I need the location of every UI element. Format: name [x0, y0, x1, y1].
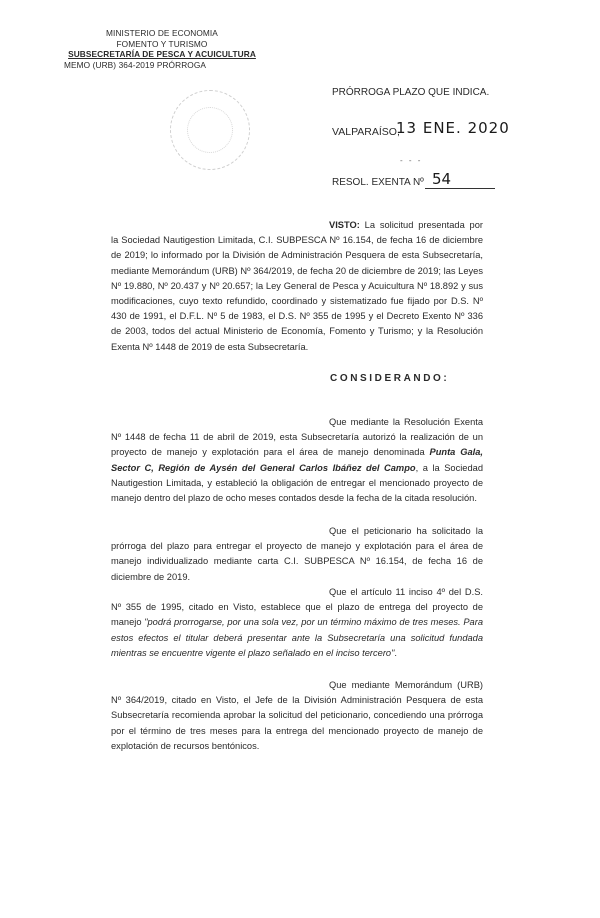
area-name: Punta Gala, Sector C, Región de Aysén del General Carlos Ibáñez del Campo: [111, 447, 483, 473]
document-title: PRÓRROGA PLAZO QUE INDICA.: [332, 87, 490, 98]
ministry-line-1: MINISTERIO DE ECONOMIA: [106, 28, 218, 38]
memo-reference: MEMO (URB) 364-2019 PRÓRROGA: [64, 59, 207, 70]
considerando-paragraph-3: Que el artículo 11 inciso 4º del D.S. Nº 355 de 1995, citado en Visto, establece que el plazo de entrega del proyecto de manejo "podrá prorrogarse, por una sola vez, por un término máximo de tres meses. Para estos efectos el titular deberá presentar ante la Subsecretaría una solicitud fundada mientras se encuentre vigente el plazo señalado en el inciso tercero".: [111, 587, 483, 658]
date-city: VALPARAÍSO,: [332, 126, 400, 138]
visto-text: La solicitud presentada por la Sociedad Nautigestion Limitada, C.I. SUBPESCA Nº 16.154, de fecha 16 de diciembre de 2019; lo informado por la División de Administración Pesquera de esta Subsecretaría, mediante Memorándum (URB) Nº 364/2019, de fecha 20 de diciembre de 2019; las Leyes Nº 19.880, Nº 20.437 y Nº 20.657; la Ley General de Pesca y Acuicultura Nº 18.892 y sus modificaciones, cuyo texto refundido, coordinado y sistematizado fue fijado por D.S. Nº 430 de 1991, el D.F.L. Nº 5 de 1983, el D.S. Nº 355 de 1995 y el Decreto Exento Nº 336 de 2003, todos del actual Ministerio de Economía, Fomento y Turismo; y la Resolución Exenta Nº 1448 de 2019 de esta Subsecretaría.: [111, 220, 483, 352]
official-stamp: [170, 90, 250, 170]
visto-lead: VISTO:: [329, 220, 360, 230]
considerando-paragraph-4: Que mediante Memorándum (URB) Nº 364/2019, citado en Visto, el Jefe de la División Administración Pesquera de esta Subsecretaría recomienda aprobar la solicitud del peticionario, concediendo una prórroga por el término de tres meses para la entrega del mencionado proyecto de manejo de explotación de recursos bentónicos.: [111, 680, 483, 751]
ministry-line-2: FOMENTO Y TURISMO: [116, 38, 208, 49]
subsecretaria-name: SUBSECRETARÍA DE PESCA Y ACUICULTURA: [68, 49, 256, 60]
letterhead: [62, 28, 262, 70]
considerando-paragraph-2: Que el peticionario ha solicitado la prórroga del plazo para entregar el proyecto de manejo y explotación para el área de manejo individualizado mediante carta C.I. SUBPESCA Nº 16.154, de fecha 16 de diciembre de 2019.: [111, 526, 483, 582]
quoted-article: "podrá prorrogarse, por una sola vez, por un término máximo de tres meses. Para estos efectos el titular deberá presentar ante la Subsecretaría una solicitud fundada mientras se encuentre vigente el plazo señalado en el inciso tercero": [111, 617, 483, 658]
resolution-label: RESOL. EXENTA Nº: [332, 177, 424, 188]
stamp-dashes: - - -: [400, 156, 423, 165]
considerando-paragraph-1: Que mediante la Resolución Exenta Nº 1448 de fecha 11 de abril de 2019, esta Subsecretaría autorizó la realización de un proyecto de manejo y explotación para el área de manejo denominada Punta Gala, Sector C, Región de Aysén del General Carlos Ibáñez del Campo, a la Sociedad Nautigestion Limitada, y estableció la obligación de entregar el mencionado proyecto de manejo dentro del plazo de ocho meses contados desde la fecha de la citada resolución.: [111, 417, 483, 504]
considerando-heading: CONSIDERANDO:: [330, 373, 450, 384]
date-value: 13 ENE. 2020: [396, 119, 510, 137]
visto-paragraph: [111, 218, 483, 355]
resolution-number: 54: [432, 170, 452, 188]
resolution-number-line: [425, 188, 495, 189]
